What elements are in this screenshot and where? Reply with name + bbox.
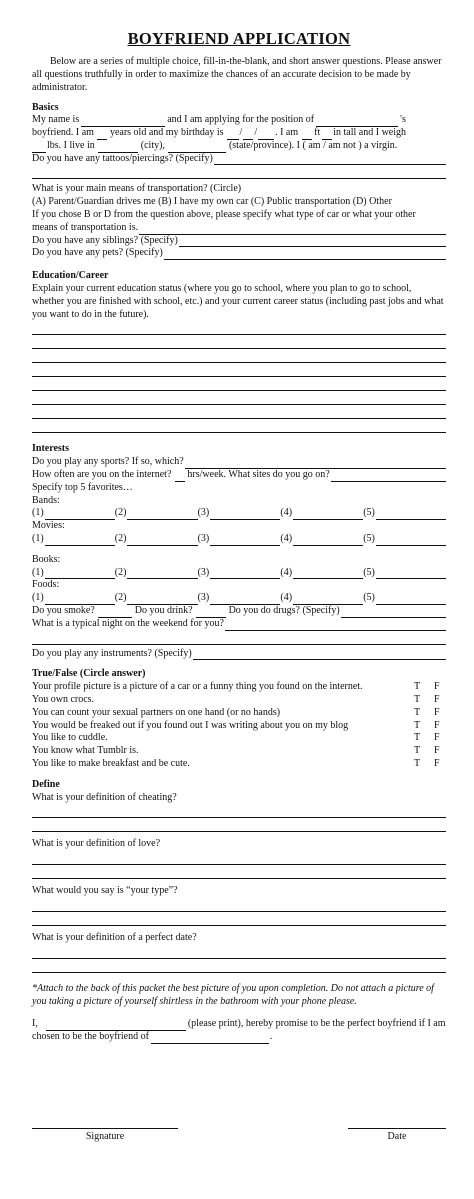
- answer-line[interactable]: [32, 405, 446, 419]
- true-option[interactable]: T: [414, 681, 421, 693]
- band-3-blank[interactable]: [210, 510, 280, 520]
- height-label: . I am: [275, 127, 299, 139]
- instruments-blank[interactable]: [193, 650, 446, 660]
- answer-line[interactable]: [32, 377, 446, 391]
- tattoos-blank[interactable]: [214, 155, 446, 165]
- siblings-blank[interactable]: [179, 237, 446, 247]
- instruments-line: [32, 648, 446, 661]
- type-question: What would you say is “your type”?: [32, 885, 178, 897]
- truefalse-heading: True/False (Circle answer): [32, 668, 146, 680]
- sports-line: [32, 456, 446, 469]
- state-blank[interactable]: [168, 144, 226, 153]
- band-5-blank[interactable]: [376, 510, 446, 520]
- tf-item: [32, 732, 446, 745]
- top5-label: Specify top 5 favorites…: [32, 481, 133, 493]
- answer-line[interactable]: [32, 898, 446, 912]
- transport-question: What is your main means of transportation? (Circle): [32, 183, 242, 195]
- sites-label: hrs/week. What sites do you go on?: [187, 469, 330, 481]
- num-4: (4): [280, 533, 293, 545]
- answer-line[interactable]: [32, 804, 446, 818]
- age-blank[interactable]: [97, 131, 107, 140]
- food-4-blank[interactable]: [293, 595, 363, 605]
- answer-line[interactable]: [32, 851, 446, 865]
- transport-blank[interactable]: [139, 225, 446, 235]
- tf-item: [32, 758, 446, 771]
- education-heading: Education/Career: [32, 270, 109, 282]
- num-2: (2): [114, 507, 127, 519]
- answer-line[interactable]: [32, 865, 446, 879]
- position-blank[interactable]: [316, 118, 398, 127]
- movies-row: [32, 533, 446, 546]
- movie-1-blank[interactable]: [45, 536, 115, 546]
- period: .: [269, 1031, 273, 1043]
- drugs-label: Do you do drugs? (Specify): [228, 605, 340, 617]
- movie-5-blank[interactable]: [376, 536, 446, 546]
- true-option[interactable]: T: [414, 719, 421, 731]
- age-line: [32, 127, 446, 140]
- date-question: What is your definition of a perfect date?: [32, 931, 197, 943]
- true-option[interactable]: T: [414, 757, 421, 769]
- height-in-blank[interactable]: [322, 131, 332, 140]
- print-name-blank[interactable]: [46, 1022, 186, 1031]
- ft-label: ft: [314, 127, 321, 139]
- smoke-blank[interactable]: [98, 609, 132, 618]
- tf-item: [32, 681, 446, 694]
- band-1-blank[interactable]: [45, 510, 115, 520]
- food-3-blank[interactable]: [210, 595, 280, 605]
- movie-4-blank[interactable]: [293, 536, 363, 546]
- define-heading: Define: [32, 778, 60, 790]
- num-2: (2): [114, 566, 127, 578]
- book-2-blank[interactable]: [127, 569, 197, 579]
- false-option[interactable]: F: [434, 757, 440, 769]
- answer-line[interactable]: [32, 419, 446, 433]
- book-5-blank[interactable]: [376, 569, 446, 579]
- pets-label: Do you have any pets? (Specify): [32, 247, 163, 259]
- internet-line: [32, 469, 446, 482]
- tf-item: [32, 720, 446, 733]
- num-3: (3): [197, 566, 210, 578]
- tf-statement: You know what Tumblr is.: [32, 745, 139, 757]
- drink-label: Do you drink?: [134, 605, 193, 617]
- answer-line[interactable]: [32, 912, 446, 926]
- num-1: (1): [32, 507, 44, 519]
- height-ft-blank[interactable]: [302, 131, 312, 140]
- signature-line[interactable]: [32, 1128, 178, 1129]
- foods-label: Foods:: [32, 579, 60, 591]
- location-line: [32, 140, 446, 153]
- num-1: (1): [32, 566, 44, 578]
- chosen-line: [32, 1031, 446, 1044]
- answer-line[interactable]: [32, 631, 446, 645]
- answer-line[interactable]: [32, 321, 446, 335]
- signature-area: [32, 1128, 446, 1168]
- weight-blank[interactable]: [32, 144, 46, 153]
- num-5: (5): [363, 566, 375, 578]
- intro-paragraph: Below are a series of multiple choice, fill-in-the-blank, and short answer questions. Please answer all questions truthfully in order to maximize the chances of an accurate decision to be made by administrator.: [32, 56, 442, 93]
- false-option[interactable]: F: [434, 719, 440, 731]
- true-option[interactable]: T: [414, 694, 421, 705]
- hours-blank[interactable]: [175, 473, 185, 482]
- true-option[interactable]: T: [414, 732, 421, 744]
- love-question: What is your definition of love?: [32, 838, 161, 850]
- answer-line[interactable]: [32, 349, 446, 363]
- city-label: (city),: [140, 139, 165, 151]
- birth-year-blank[interactable]: [258, 131, 274, 140]
- num-1: (1): [32, 533, 44, 545]
- live-label: lbs. I live in: [47, 139, 95, 151]
- band-4-blank[interactable]: [293, 510, 363, 520]
- movie-3-blank[interactable]: [210, 536, 280, 546]
- answer-line[interactable]: [32, 335, 446, 349]
- tf-statement: You would be freaked out if you found out I was writing about you on my blog: [32, 719, 349, 731]
- tf-statement: You like to cuddle.: [32, 732, 108, 744]
- false-option[interactable]: F: [434, 732, 440, 744]
- num-2: (2): [114, 533, 127, 545]
- false-option[interactable]: F: [434, 694, 440, 705]
- foods-row: [32, 592, 446, 605]
- promise-line: [32, 1018, 446, 1031]
- num-2: (2): [114, 592, 127, 604]
- num-3: (3): [197, 533, 210, 545]
- weekend-line: [32, 618, 446, 631]
- tattoos-label: Do you have any tattoos/piercings? (Specify): [32, 152, 213, 164]
- books-label: Books:: [32, 553, 61, 565]
- habits-line: [32, 605, 446, 618]
- tf-statement: You can count your sexual partners on one hand (or no hands): [32, 706, 281, 718]
- internet-label: How often are you on the internet?: [32, 469, 172, 481]
- siblings-line: [32, 235, 446, 248]
- chosen-label: chosen to be the boyfriend of: [32, 1031, 149, 1043]
- date-label: Date: [387, 1131, 407, 1142]
- transport-options[interactable]: (A) Parent/Guardian drives me (B) I have my own car (C) Public transportation (D) Other: [32, 196, 392, 208]
- num-3: (3): [197, 592, 210, 604]
- true-option[interactable]: T: [414, 706, 421, 718]
- sports-blank[interactable]: [185, 459, 446, 469]
- name-blank[interactable]: [81, 118, 165, 127]
- sports-label: Do you play any sports? If so, which?: [32, 456, 184, 468]
- signature-label: Signature: [85, 1131, 125, 1142]
- interests-heading: Interests: [32, 443, 70, 455]
- band-2-blank[interactable]: [127, 510, 197, 520]
- tf-item: [32, 707, 446, 720]
- city-blank[interactable]: [98, 144, 138, 153]
- age-label: boyfriend. I am: [32, 127, 94, 139]
- tf-statement: You like to make breakfast and be cute.: [32, 757, 190, 769]
- promise-start: I,: [32, 1018, 38, 1030]
- drugs-blank[interactable]: [341, 608, 446, 618]
- false-option[interactable]: F: [434, 745, 440, 757]
- bands-row: [32, 507, 446, 520]
- weight-label: in tall and I weigh: [333, 127, 407, 139]
- answer-line[interactable]: [32, 165, 446, 179]
- date-line[interactable]: [348, 1128, 446, 1129]
- birthday-label: years old and my birthday is: [109, 127, 224, 139]
- education-prompt: Explain your current education status (where you go to school, where you plan to go to school, whether you are finished with school, etc.) and your current career status (including past jobs and what you want to do in the future).: [32, 283, 444, 320]
- num-5: (5): [363, 592, 375, 604]
- tf-statement: Your profile picture is a picture of a car or a funny thing you found on the internet.: [32, 681, 363, 693]
- weekend-label: What is a typical night on the weekend for you?: [32, 617, 224, 629]
- slash: /: [239, 127, 243, 139]
- basics-heading: Basics: [32, 101, 59, 113]
- answer-line[interactable]: [32, 945, 446, 959]
- birth-month-blank[interactable]: [227, 131, 239, 140]
- false-option[interactable]: F: [434, 706, 440, 718]
- promise-text: (please print), hereby promise to be the perfect boyfriend if I am: [187, 1018, 446, 1030]
- num-1: (1): [32, 592, 44, 604]
- transport-followup: If you chose B or D from the question above, please specify what type of car or what your other: [32, 209, 416, 221]
- num-4: (4): [280, 507, 293, 519]
- num-5: (5): [363, 533, 375, 545]
- slash: /: [254, 127, 258, 139]
- book-3-blank[interactable]: [210, 569, 280, 579]
- book-4-blank[interactable]: [293, 569, 363, 579]
- tf-item: [32, 694, 446, 707]
- num-5: (5): [363, 507, 375, 519]
- birth-day-blank[interactable]: [243, 131, 253, 140]
- true-option[interactable]: T: [414, 745, 421, 757]
- position-label: and I am applying for the position of: [167, 114, 315, 126]
- drink-blank[interactable]: [196, 609, 226, 618]
- tf-item: [32, 745, 446, 758]
- smoke-label: Do you smoke?: [32, 605, 95, 617]
- siblings-label: Do you have any siblings? (Specify): [32, 234, 178, 246]
- tf-statement: You own crocs.: [32, 694, 95, 705]
- girlfriend-name-blank[interactable]: [151, 1035, 269, 1044]
- answer-line[interactable]: [32, 391, 446, 405]
- photo-note: *Attach to the back of this packet the best picture of you upon completion. Do not attach a picture of you taking a picture of yourself shirtless in the bathroom with your phone please.: [32, 982, 434, 1007]
- sites-blank[interactable]: [331, 472, 446, 482]
- name-line: [32, 114, 446, 127]
- bands-label: Bands:: [32, 494, 60, 506]
- weekend-blank[interactable]: [225, 621, 446, 631]
- movie-2-blank[interactable]: [127, 536, 197, 546]
- answer-line[interactable]: [32, 363, 446, 377]
- false-option[interactable]: F: [434, 681, 440, 693]
- movies-label: Movies:: [32, 520, 65, 532]
- num-4: (4): [280, 592, 293, 604]
- instruments-label: Do you play any instruments? (Specify): [32, 647, 192, 659]
- page-title: BOYFRIEND APPLICATION: [127, 29, 351, 48]
- virgin-label: (state/province). I ( am / am not ) a virgin.: [228, 139, 398, 151]
- cheating-question: What is your definition of cheating?: [32, 791, 177, 803]
- books-row: [32, 567, 446, 580]
- answer-line[interactable]: [32, 959, 446, 973]
- name-label: My name is: [32, 114, 80, 126]
- food-5-blank[interactable]: [376, 595, 446, 605]
- tattoos-line: [32, 153, 446, 166]
- num-3: (3): [197, 507, 210, 519]
- pets-line: [32, 247, 446, 260]
- book-1-blank[interactable]: [45, 569, 115, 579]
- transport-specify-line: [32, 222, 446, 235]
- answer-line[interactable]: [32, 818, 446, 832]
- possessive-label: 's: [400, 114, 406, 126]
- food-2-blank[interactable]: [127, 595, 197, 605]
- pets-blank[interactable]: [164, 250, 446, 260]
- food-1-blank[interactable]: [45, 595, 115, 605]
- transport-followup-end: means of transportation is.: [32, 221, 139, 233]
- num-4: (4): [280, 566, 293, 578]
